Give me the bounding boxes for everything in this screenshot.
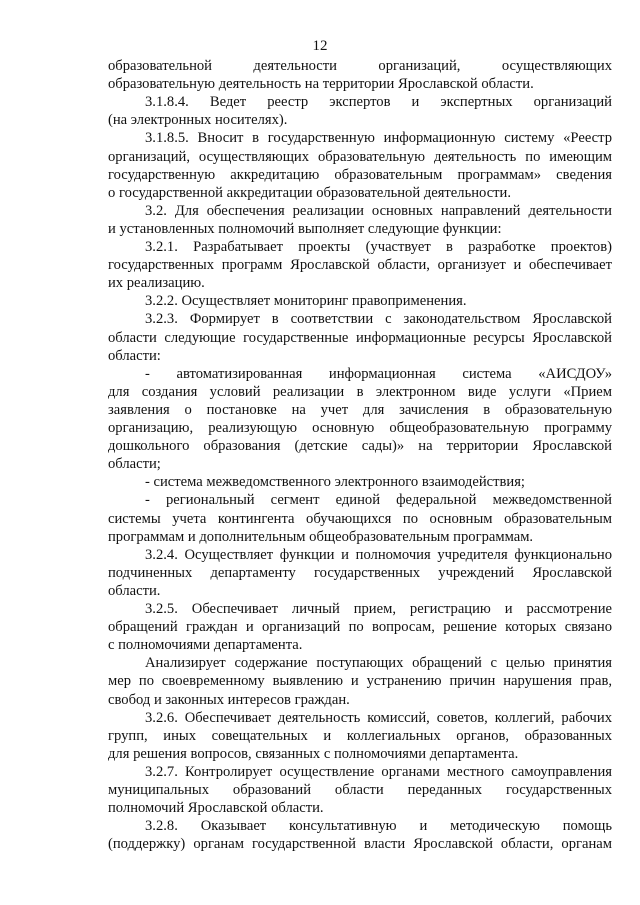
- text-line: 3.1.8.4. Ведет реестр экспертов и экспертных организаций: [145, 94, 612, 111]
- text-line: свобод и законных интересов граждан.: [108, 691, 350, 708]
- page-number: 12: [312, 38, 328, 54]
- text-line: их реализацию.: [108, 275, 205, 292]
- text-line: о государственной аккредитации образовательной деятельности.: [108, 184, 512, 201]
- text-line: программам и дополнительным общеобразовательным программам.: [108, 528, 534, 545]
- text-line: обращений граждан и организаций по вопросам, решение которых связано: [108, 619, 612, 636]
- text-line: области следующие государственные информационные ресурсы Ярославской: [108, 329, 612, 346]
- text-line: заявления о постановке на учет для зачисления в образовательную: [108, 401, 612, 418]
- text-line: групп, иных совещательных и коллегиальных органов, образованных: [108, 727, 612, 744]
- text-line: Анализирует содержание поступающих обращений с целью принятия: [145, 655, 612, 672]
- text-line: - региональный сегмент единой федеральной межведомственной: [145, 492, 612, 509]
- text-line: 3.2.3. Формирует в соответствии с законодательством Ярославской: [145, 311, 612, 328]
- text-line: дошкольного образования (детские сады)» на территории Ярославской: [108, 438, 612, 455]
- text-line: для создания условий реализации в электронном виде услуги «Прием: [108, 383, 612, 400]
- text-line: области;: [108, 456, 161, 473]
- text-line: области:: [108, 347, 161, 364]
- text-line: с полномочиями департамента.: [108, 637, 303, 654]
- text-line: муниципальных образований области переданных государственных: [108, 782, 612, 798]
- text-line: 3.2.1. Разрабатывает проекты (участвует в разработке проектов): [145, 239, 612, 255]
- text-line: 3.2.2. Осуществляет мониторинг правоприменения.: [145, 293, 467, 310]
- text-line: 3.2.5. Обеспечивает личный прием, регистрацию и рассмотрение: [145, 601, 612, 617]
- text-line: государственную аккредитацию образовательным программам» сведения: [108, 166, 612, 183]
- text-line: области.: [108, 582, 161, 599]
- text-line: - автоматизированная информационная система «АИСДОУ»: [145, 365, 612, 382]
- text-line: - система межведомственного электронного взаимодействия;: [145, 474, 525, 491]
- text-line: организаций, осуществляющих образовательную деятельность по имеющим: [108, 148, 612, 165]
- text-line: и установленных полномочий выполняет следующие функции:: [108, 220, 502, 237]
- text-line: (на электронных носителях).: [108, 112, 288, 129]
- text-line: полномочий Ярославской области.: [108, 800, 324, 817]
- text-line: 3.2.7. Контролирует осуществление органами местного самоуправления: [145, 763, 612, 780]
- text-line: подчиненных департаменту государственных учреждений Ярославской: [108, 564, 612, 581]
- text-line: мер по своевременному выявлению и устранению причин нарушения прав,: [108, 673, 612, 690]
- text-line: 3.2. Для обеспечения реализации основных направлений деятельности: [145, 202, 612, 219]
- text-line: (поддержку) органам государственной власти Ярославской области, органам: [108, 836, 612, 853]
- text-line: 3.2.4. Осуществляет функции и полномочия учредителя функционально: [145, 546, 612, 563]
- text-line: организацию, реализующую основную общеобразовательную программу: [108, 420, 612, 436]
- text-line: 3.2.8. Оказывает консультативную и методическую помощь: [145, 818, 612, 835]
- text-line: 3.1.8.5. Вносит в государственную информационную систему «Реестр: [145, 130, 612, 147]
- text-line: системы учета контингента обучающихся по основным образовательным: [108, 510, 612, 527]
- text-line: для решения вопросов, связанных с полномочиями департамента.: [108, 745, 519, 762]
- text-line: 3.2.6. Обеспечивает деятельность комиссий, советов, коллегий, рабочих: [145, 709, 612, 726]
- text-line: образовательной деятельности организаций, осуществляющих: [108, 58, 612, 74]
- text-line: государственных программ Ярославской области, организует и обеспечивает: [108, 257, 612, 274]
- text-line: образовательную деятельность на территории Ярославской области.: [108, 76, 534, 93]
